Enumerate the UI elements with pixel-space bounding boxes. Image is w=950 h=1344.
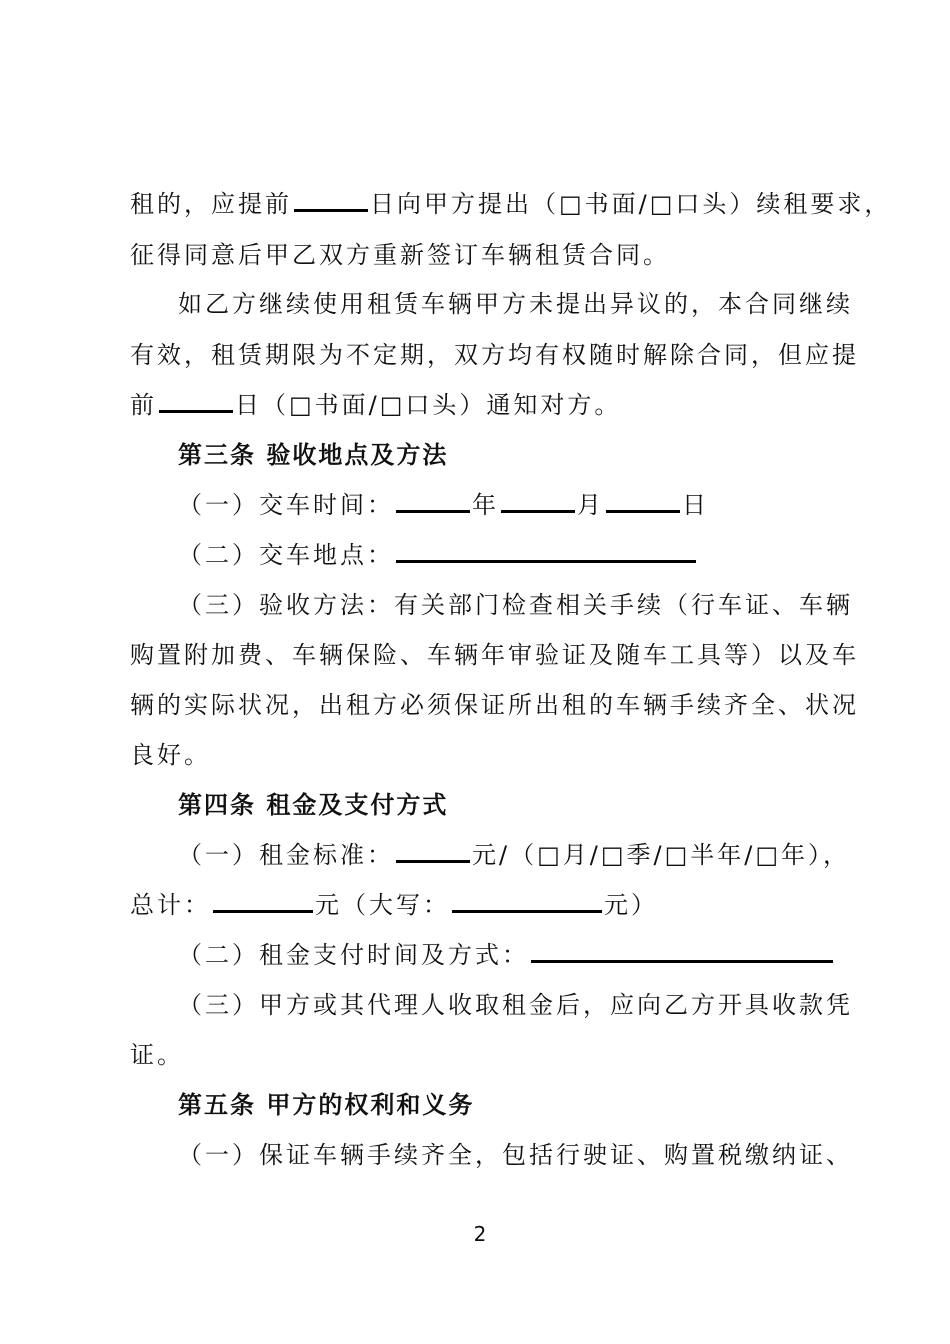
text-line: 证。 bbox=[130, 1041, 184, 1069]
text-segment: 元/（□月/□季/□半年/□年）， bbox=[472, 841, 851, 869]
text-line bbox=[130, 389, 621, 421]
fill-blank bbox=[501, 490, 575, 513]
fill-blank bbox=[606, 490, 680, 513]
text-segment: （二）交车地点： bbox=[178, 541, 394, 569]
text-segment: 总计： bbox=[130, 891, 211, 919]
text-line: 征得同意后甲乙双方重新签订车辆租赁合同。 bbox=[130, 241, 670, 269]
text-segment: 元（大写： bbox=[315, 891, 450, 919]
text-line bbox=[178, 489, 709, 521]
text-segment: （二）租金支付时间及方式： bbox=[178, 941, 529, 969]
section-heading: 第四条 租金及支付方式 bbox=[178, 791, 449, 819]
text-line bbox=[130, 889, 658, 921]
text-segment: （一）交车时间： bbox=[178, 491, 394, 519]
text-line: 辆的实际状况，出租方必须保证所出租的车辆手续齐全、状况 bbox=[130, 691, 859, 719]
text-line bbox=[178, 539, 698, 571]
text-segment: 日（□书面/□口头）通知对方。 bbox=[235, 391, 622, 419]
section-heading: 第五条 甲方的权利和义务 bbox=[178, 1091, 475, 1119]
text-segment: 租的，应提前 bbox=[130, 190, 292, 218]
text-line: 良好。 bbox=[130, 741, 211, 769]
text-line: 如乙方继续使用租赁车辆甲方未提出异议的，本合同继续 bbox=[178, 290, 853, 318]
fill-blank bbox=[294, 189, 368, 212]
fill-blank bbox=[396, 490, 470, 513]
fill-blank bbox=[396, 540, 696, 563]
text-line bbox=[178, 839, 850, 871]
text-segment: 日向甲方提出（□书面/□口头）续租要求， bbox=[370, 190, 892, 218]
text-segment: 月 bbox=[577, 491, 604, 519]
text-segment: 元） bbox=[604, 891, 658, 919]
text-line: （一）保证车辆手续齐全，包括行驶证、购置税缴纳证、 bbox=[178, 1141, 853, 1169]
fill-blank bbox=[213, 890, 313, 913]
fill-blank bbox=[159, 390, 233, 413]
text-line bbox=[130, 188, 891, 220]
text-line bbox=[178, 939, 835, 971]
fill-blank bbox=[452, 890, 602, 913]
section-heading: 第三条 验收地点及方法 bbox=[178, 441, 449, 469]
text-segment: 日 bbox=[682, 491, 709, 519]
text-line: （三）验收方法：有关部门检查相关手续（行车证、车辆 bbox=[178, 591, 853, 619]
text-line: （三）甲方或其代理人收取租金后，应向乙方开具收款凭 bbox=[178, 991, 853, 1019]
page-number: 2 bbox=[473, 1222, 487, 1246]
text-segment: （一）租金标准： bbox=[178, 841, 394, 869]
text-line: 有效，租赁期限为不定期，双方均有权随时解除合同，但应提 bbox=[130, 341, 859, 369]
text-segment: 年 bbox=[472, 491, 499, 519]
fill-blank bbox=[531, 940, 833, 963]
fill-blank bbox=[396, 840, 470, 863]
text-segment: 前 bbox=[130, 391, 157, 419]
text-line: 购置附加费、车辆保险、车辆年审验证及随车工具等）以及车 bbox=[130, 641, 859, 669]
